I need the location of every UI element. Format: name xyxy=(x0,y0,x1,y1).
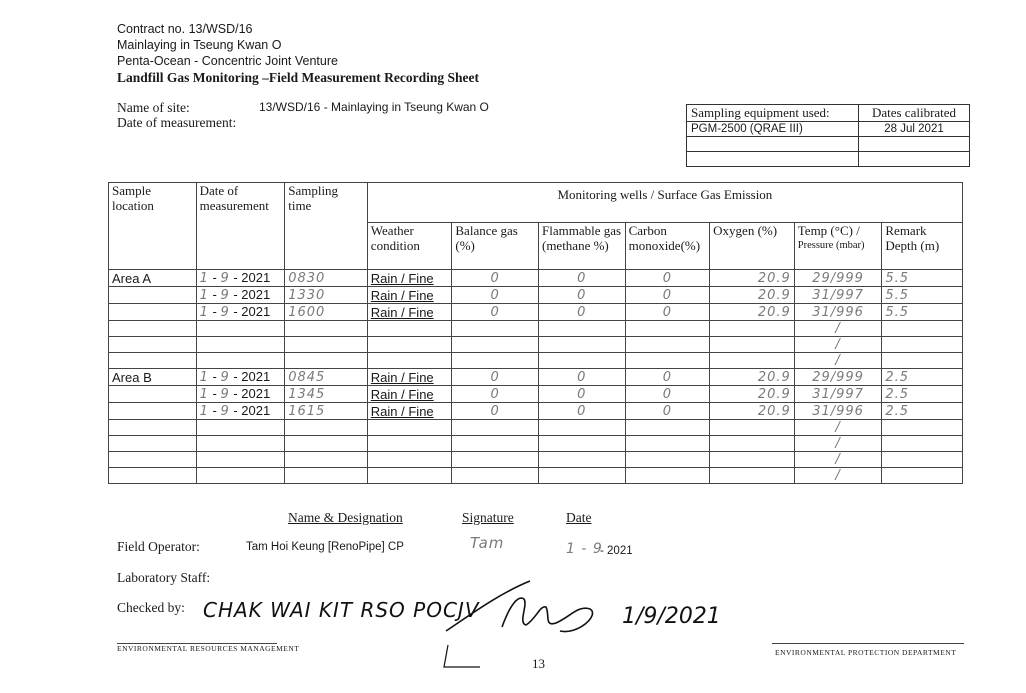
empty-cell xyxy=(882,468,963,484)
depth-value: 5.5 xyxy=(882,304,963,321)
carbon-monoxide-value: 0 xyxy=(625,304,710,321)
date-year: - 2021 xyxy=(233,287,271,302)
measurement-date: 1 - 9 - 2021 xyxy=(196,386,285,403)
measurement-date-label: Date of measurement: xyxy=(117,115,237,130)
empty-cell xyxy=(452,321,539,337)
empty-cell xyxy=(625,353,710,369)
oxygen-value: 20.9 xyxy=(710,403,795,420)
empty-cell xyxy=(109,321,197,337)
oxygen-value: 20.9 xyxy=(710,287,795,304)
sample-location xyxy=(109,403,197,420)
measurement-date: 1 - 9 - 2021 xyxy=(196,304,285,321)
empty-cell xyxy=(710,452,795,468)
empty-cell xyxy=(882,337,963,353)
empty-cell xyxy=(367,468,452,484)
header-carbon-monoxide: Carbon monoxide(%) xyxy=(625,223,710,270)
empty-cell xyxy=(452,468,539,484)
weather-condition: Rain / Fine xyxy=(367,287,452,304)
empty-cell xyxy=(196,321,285,337)
empty-cell xyxy=(538,452,625,468)
date-day: 1 xyxy=(199,370,209,385)
empty-cell xyxy=(710,321,795,337)
date-month: 9 xyxy=(220,271,230,286)
signature-heading: Signature xyxy=(462,510,514,525)
sample-location xyxy=(109,386,197,403)
oxygen-value: 20.9 xyxy=(710,369,795,386)
empty-cell xyxy=(625,337,710,353)
oxygen-value: 20.9 xyxy=(710,270,795,287)
measurement-date: 1 - 9 - 2021 xyxy=(196,403,285,420)
table-row xyxy=(109,452,963,468)
temp-pressure-value: / xyxy=(794,337,882,353)
sampling-time: 1345 xyxy=(285,386,368,403)
field-operator-signature: Tam xyxy=(470,534,505,552)
empty-cell xyxy=(538,353,625,369)
measurement-date: 1 - 9 - 2021 xyxy=(196,287,285,304)
empty-cell xyxy=(538,436,625,452)
header-pressure: Pressure (mbar) xyxy=(797,240,865,251)
date-month: 9 xyxy=(220,305,230,320)
flammable-gas-value: 0 xyxy=(538,287,625,304)
header-monitoring-group: Monitoring wells / Surface Gas Emission xyxy=(367,183,962,223)
table-row xyxy=(109,386,963,403)
flammable-gas-value: 0 xyxy=(538,369,625,386)
date-year: - 2021 xyxy=(233,403,271,418)
carbon-monoxide-value: 0 xyxy=(625,270,710,287)
empty-cell xyxy=(452,452,539,468)
table-row xyxy=(109,468,963,484)
measurement-date: 1 - 9 - 2021 xyxy=(196,270,285,287)
temp-pressure-value: / xyxy=(794,420,882,436)
table-row xyxy=(109,287,963,304)
project-name: Mainlaying in Tseung Kwan O xyxy=(117,38,282,52)
header-flammable-gas: Flammable gas (methane %) xyxy=(538,223,625,270)
empty-cell xyxy=(196,452,285,468)
sampling-time: 1600 xyxy=(285,304,368,321)
joint-venture: Penta-Ocean - Concentric Joint Venture xyxy=(117,54,338,68)
checked-by-date: 1/9/2021 xyxy=(622,604,721,629)
weather-condition: Rain / Fine xyxy=(367,403,452,420)
empty-cell xyxy=(538,468,625,484)
empty-cell xyxy=(882,353,963,369)
measurement-date: 1 - 9 - 2021 xyxy=(196,369,285,386)
footer-erm: ENVIRONMENTAL RESOURCES MANAGEMENT xyxy=(117,644,300,653)
empty-cell xyxy=(109,337,197,353)
empty-cell xyxy=(367,452,452,468)
empty-cell xyxy=(367,337,452,353)
oxygen-value: 20.9 xyxy=(710,386,795,403)
empty-cell xyxy=(109,436,197,452)
temp-pressure-value: / xyxy=(794,468,882,484)
balance-gas-value: 0 xyxy=(452,403,539,420)
empty-cell xyxy=(285,452,368,468)
field-operator-date-handwritten: 1 - 9 xyxy=(566,541,603,557)
temp-pressure-value: / xyxy=(794,353,882,369)
empty-cell xyxy=(710,337,795,353)
balance-gas-value: 0 xyxy=(452,386,539,403)
table-row xyxy=(109,353,963,369)
date-day: 1 xyxy=(199,404,209,419)
empty-cell xyxy=(538,420,625,436)
equipment-empty-cell xyxy=(859,152,970,167)
table-row xyxy=(109,321,963,337)
date-year: - 2021 xyxy=(233,386,271,401)
laboratory-staff-label: Laboratory Staff: xyxy=(117,570,211,585)
measurement-table xyxy=(108,182,963,484)
empty-cell xyxy=(285,436,368,452)
date-month: 9 xyxy=(220,370,230,385)
checked-by-name: CHAK WAI KIT RSO POCJV xyxy=(203,598,480,622)
empty-cell xyxy=(710,420,795,436)
sheet-title: Landfill Gas Monitoring –Field Measurement Recording Sheet xyxy=(117,70,479,85)
empty-cell xyxy=(196,337,285,353)
empty-cell xyxy=(196,436,285,452)
header-remark-depth xyxy=(882,223,963,270)
date-month: 9 xyxy=(220,387,230,402)
calibration-date: 28 Jul 2021 xyxy=(859,122,970,137)
temp-pressure-value: 31/997 xyxy=(794,287,882,304)
weather-condition: Rain / Fine xyxy=(367,369,452,386)
date-heading: Date xyxy=(566,510,592,525)
weather-condition: Rain / Fine xyxy=(367,386,452,403)
site-name-value: 13/WSD/16 - Mainlaying in Tseung Kwan O xyxy=(259,100,489,114)
empty-cell xyxy=(625,321,710,337)
flammable-gas-value: 0 xyxy=(538,270,625,287)
balance-gas-value: 0 xyxy=(452,270,539,287)
header-location: Sample location xyxy=(109,183,197,270)
equipment-empty-cell xyxy=(687,137,859,152)
empty-cell xyxy=(710,436,795,452)
depth-value: 2.5 xyxy=(882,369,963,386)
flammable-gas-value: 0 xyxy=(538,403,625,420)
sampling-time: 1615 xyxy=(285,403,368,420)
name-designation-heading: Name & Designation xyxy=(288,510,403,525)
empty-cell xyxy=(452,436,539,452)
header-date: Date of measurement xyxy=(196,183,285,270)
checked-by-signature-icon xyxy=(440,575,610,670)
table-row xyxy=(109,369,963,386)
flammable-gas-value: 0 xyxy=(538,386,625,403)
date-month: 9 xyxy=(220,288,230,303)
date-day: 1 xyxy=(199,387,209,402)
balance-gas-value: 0 xyxy=(452,287,539,304)
empty-cell xyxy=(285,353,368,369)
sample-location xyxy=(109,287,197,304)
empty-cell xyxy=(367,420,452,436)
equipment-empty-cell xyxy=(687,152,859,167)
contract-number: Contract no. 13/WSD/16 xyxy=(117,22,253,36)
depth-value: 2.5 xyxy=(882,386,963,403)
empty-cell xyxy=(109,420,197,436)
carbon-monoxide-value: 0 xyxy=(625,386,710,403)
sampling-time: 0830 xyxy=(285,270,368,287)
date-year: - 2021 xyxy=(233,369,271,384)
temp-pressure-value: 31/996 xyxy=(794,304,882,321)
date-day: 1 xyxy=(199,305,209,320)
site-name-label: Name of site: xyxy=(117,100,190,115)
empty-cell xyxy=(367,321,452,337)
temp-pressure-value: / xyxy=(794,321,882,337)
temp-pressure-value: 29/999 xyxy=(794,369,882,386)
footer-epd: ENVIRONMENTAL PROTECTION DEPARTMENT xyxy=(775,648,957,657)
equipment-empty-cell xyxy=(859,137,970,152)
carbon-monoxide-value: 0 xyxy=(625,369,710,386)
table-row xyxy=(109,304,963,321)
empty-cell xyxy=(367,436,452,452)
field-operator-date-year: - 2021 xyxy=(600,545,633,557)
date-year: - 2021 xyxy=(233,270,271,285)
temp-pressure-value: 31/996 xyxy=(794,403,882,420)
footer-right-rule xyxy=(772,643,964,644)
empty-cell xyxy=(196,420,285,436)
empty-cell xyxy=(882,452,963,468)
empty-cell xyxy=(710,353,795,369)
field-operator-name: Tam Hoi Keung [RenoPipe] CP xyxy=(246,541,404,553)
table-row xyxy=(109,337,963,353)
depth-value: 5.5 xyxy=(882,270,963,287)
temp-pressure-value: / xyxy=(794,452,882,468)
empty-cell xyxy=(367,353,452,369)
equipment-table xyxy=(686,104,970,167)
temp-pressure-value: / xyxy=(794,436,882,452)
empty-cell xyxy=(538,321,625,337)
calibration-header: Dates calibrated xyxy=(859,105,970,122)
carbon-monoxide-value: 0 xyxy=(625,403,710,420)
sampling-time: 1330 xyxy=(285,287,368,304)
empty-cell xyxy=(882,321,963,337)
depth-value: 2.5 xyxy=(882,403,963,420)
page-number: 13 xyxy=(532,656,545,671)
empty-cell xyxy=(285,468,368,484)
empty-cell xyxy=(196,468,285,484)
sample-location: Area A xyxy=(109,270,197,287)
flammable-gas-value: 0 xyxy=(538,304,625,321)
equipment-header: Sampling equipment used: xyxy=(687,105,859,122)
date-month: 9 xyxy=(220,404,230,419)
sample-location xyxy=(109,304,197,321)
empty-cell xyxy=(109,353,197,369)
empty-cell xyxy=(285,321,368,337)
empty-cell xyxy=(452,337,539,353)
date-day: 1 xyxy=(199,271,209,286)
empty-cell xyxy=(625,420,710,436)
header-balance-gas: Balance gas (%) xyxy=(452,223,539,270)
date-day: 1 xyxy=(199,288,209,303)
oxygen-value: 20.9 xyxy=(710,304,795,321)
table-row xyxy=(109,436,963,452)
empty-cell xyxy=(625,436,710,452)
header-weather: Weather condition xyxy=(367,223,452,270)
checked-by-label: Checked by: xyxy=(117,600,185,615)
empty-cell xyxy=(285,337,368,353)
balance-gas-value: 0 xyxy=(452,304,539,321)
weather-condition: Rain / Fine xyxy=(367,270,452,287)
depth-value: 5.5 xyxy=(882,287,963,304)
sampling-time: 0845 xyxy=(285,369,368,386)
empty-cell xyxy=(882,420,963,436)
field-operator-label: Field Operator: xyxy=(117,539,200,554)
empty-cell xyxy=(452,420,539,436)
header-temp-pressure xyxy=(794,223,882,270)
balance-gas-value: 0 xyxy=(452,369,539,386)
empty-cell xyxy=(882,436,963,452)
temp-pressure-value: 31/997 xyxy=(794,386,882,403)
header-time: Sampling time xyxy=(285,183,368,270)
carbon-monoxide-value: 0 xyxy=(625,287,710,304)
weather-condition: Rain / Fine xyxy=(367,304,452,321)
header-depth: Depth (m) xyxy=(885,238,940,253)
empty-cell xyxy=(196,353,285,369)
empty-cell xyxy=(109,468,197,484)
empty-cell xyxy=(452,353,539,369)
table-row xyxy=(109,420,963,436)
table-row xyxy=(109,403,963,420)
table-row xyxy=(109,270,963,287)
empty-cell xyxy=(710,468,795,484)
empty-cell xyxy=(625,468,710,484)
empty-cell xyxy=(625,452,710,468)
temp-pressure-value: 29/999 xyxy=(794,270,882,287)
header-oxygen: Oxygen (%) xyxy=(710,223,795,270)
header-temp: Temp (°C) / xyxy=(797,223,860,238)
equipment-value: PGM-2500 (QRAE III) xyxy=(687,122,859,137)
header-remark: Remark xyxy=(885,223,927,238)
sample-location: Area B xyxy=(109,369,197,386)
date-year: - 2021 xyxy=(233,304,271,319)
empty-cell xyxy=(538,337,625,353)
empty-cell xyxy=(109,452,197,468)
empty-cell xyxy=(285,420,368,436)
